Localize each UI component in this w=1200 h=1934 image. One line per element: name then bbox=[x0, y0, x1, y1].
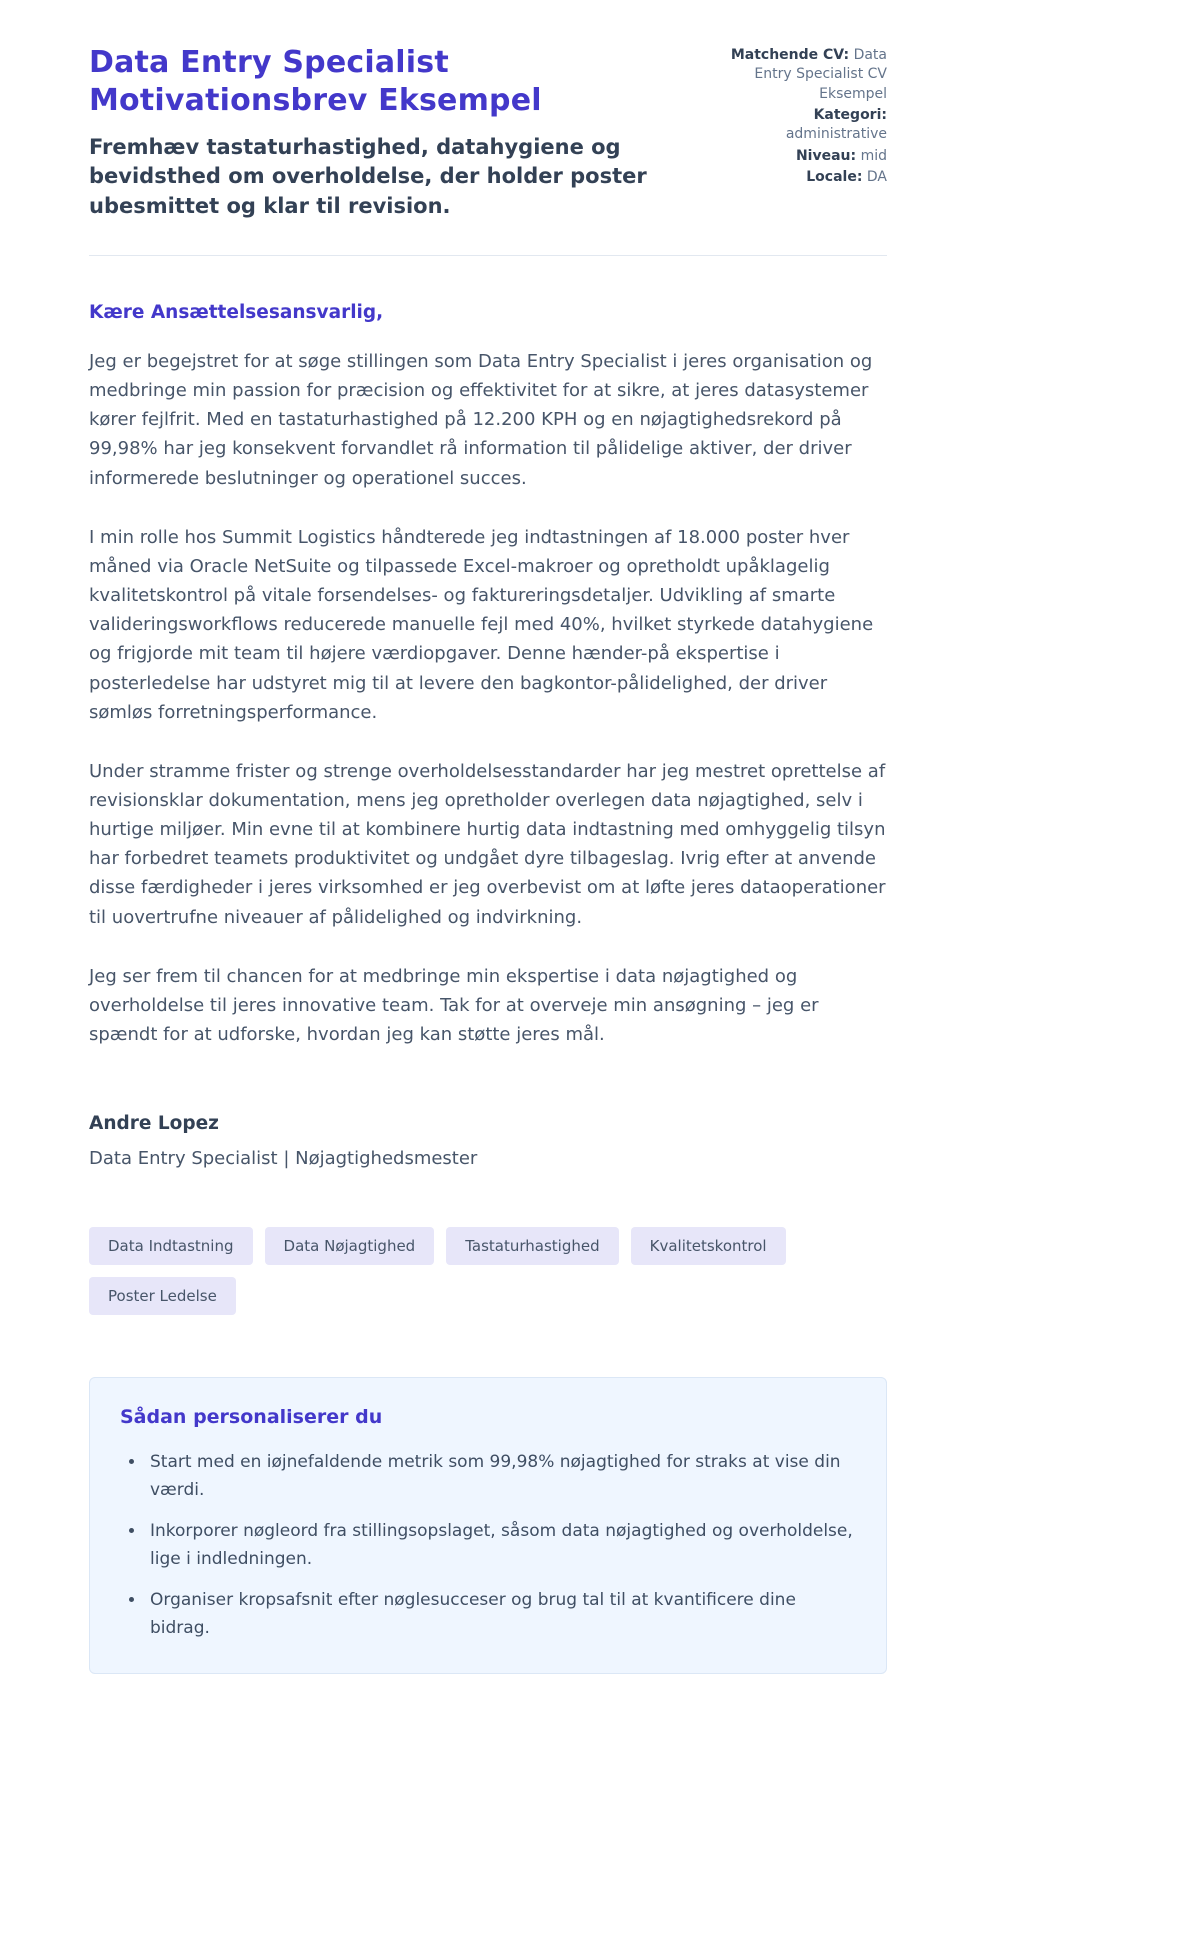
letter-paragraph: I min rolle hos Summit Logistics håndterede jeg indtastningen af 18.000 poster hver måned via Oracle NetSuite og tilpassede Excel-makroer og opretholdt upåklagelig kvalitetskontrol på vitale forsendelses- og faktureringsdetaljer. Udvikling af smarte valideringsworkflows reducerede manuelle fejl med 40%, hvilket styrkede datahygiene og frigjorde mit team til højere værdiopgaver. Denne hænder-på ekspertise i posterledelse har udstyret mig til at levere den bagkontor-pålidelighed, der driver sømløs forretningsperformance. bbox=[89, 526, 874, 723]
tips-title: Sådan personaliserer du bbox=[120, 1406, 383, 1429]
meta-locale bbox=[715, 168, 887, 187]
meta-locale-value: DA bbox=[866, 168, 887, 185]
meta-panel bbox=[715, 44, 887, 189]
tag-chip-tastaturhastighed[interactable]: Tastaturhastighed bbox=[446, 1227, 618, 1265]
tag-chip-data-indtastning[interactable]: Data Indtastning bbox=[89, 1227, 253, 1265]
tips-list bbox=[120, 1448, 856, 1642]
meta-matching-cv-label: Matchende CV: bbox=[730, 47, 850, 63]
meta-category-value: administrative bbox=[785, 126, 887, 143]
tips-box bbox=[89, 1377, 887, 1673]
page-subtitle: Fremhæv tastaturhastighed, datahygiene og bevidsthed om overholdelse, der holder poster ubesmittet og klar til revision. bbox=[89, 134, 647, 218]
meta-matching-cv-value: Data Entry Specialist CV Eksempel bbox=[754, 47, 887, 102]
meta-matching-cv[interactable] bbox=[715, 46, 887, 104]
tip-item: • Organiser kropsafsnit efter nøglesucceser og brug tal til at kvantificere dine bidrag. bbox=[146, 1586, 856, 1642]
tag-chip-poster-ledelse[interactable]: Poster Ledelse bbox=[89, 1277, 236, 1315]
header-titles bbox=[89, 44, 649, 221]
letter-paragraph: Jeg er begejstret for at søge stillingen som Data Entry Specialist i jeres organisation og medbringe min passion for præcision og effektivitet for at sikre, at jeres datasystemer kører fejlfrit. Med en tastaturhastighed på 12.200 KPH og en nøjagtighedsrekord på 99,98% har jeg konsekvent forvandlet rå information til pålidelige aktiver, der driver informerede beslutninger og operationel succes. bbox=[89, 350, 873, 489]
letter-greeting: Kære Ansættelsesansvarlig, bbox=[89, 301, 384, 323]
meta-level-label: Niveau: bbox=[795, 147, 857, 164]
letter-paragraph: Under stramme frister og strenge overholdelsesstandarder har jeg mestret oprettelse af revisionsklar dokumentation, mens jeg opretholder overlegen data nøjagtighed, selv i hurtige miljøer. Min evne til at kombinere hurtig data indtastning med omhyggelig tilsyn har forbedret teamets produktivitet og undgået dyre tilbageslag. Ivrig efter at anvende disse færdigheder i jeres virksomhed er jeg overbevist om at løfte jeres dataoperationer til uovertrufne niveauer af pålidelighed og indvirkning. bbox=[89, 760, 886, 928]
signature-name: Andre Lopez bbox=[89, 1113, 219, 1135]
meta-level bbox=[715, 147, 887, 166]
letter-body bbox=[89, 302, 887, 1169]
tag-list bbox=[89, 1227, 887, 1315]
meta-category bbox=[715, 106, 887, 145]
tip-item: • Inkorporer nøgleord fra stillingsopslaget, såsom data nøjagtighed og overholdelse, lige i indledningen. bbox=[146, 1517, 856, 1573]
tag-chip-data-nojagtighed[interactable]: Data Nøjagtighed bbox=[265, 1227, 435, 1265]
cover-letter-page bbox=[89, 0, 887, 1674]
page-title: Data Entry Specialist Motivationsbrev Eksempel bbox=[89, 45, 542, 119]
meta-category-label: Kategori: bbox=[813, 106, 887, 123]
tip-item: • Start med en iøjnefaldende metrik som 99,98% nøjagtighed for straks at vise din værdi. bbox=[146, 1448, 856, 1504]
header-divider bbox=[89, 255, 887, 256]
page-header bbox=[89, 44, 887, 221]
letter-paragraph: Jeg ser frem til chancen for at medbringe min ekspertise i data nøjagtighed og overholdelse til jeres innovative team. Tak for at overveje min ansøgning – jeg er spændt for at udforske, hvordan jeg kan støtte jeres mål. bbox=[89, 965, 819, 1046]
tag-chip-kvalitetskontrol[interactable]: Kvalitetskontrol bbox=[631, 1227, 786, 1265]
meta-level-value: mid bbox=[860, 147, 887, 164]
signature-role: Data Entry Specialist | Nøjagtighedsmester bbox=[89, 1148, 478, 1170]
meta-locale-label: Locale: bbox=[806, 168, 863, 185]
